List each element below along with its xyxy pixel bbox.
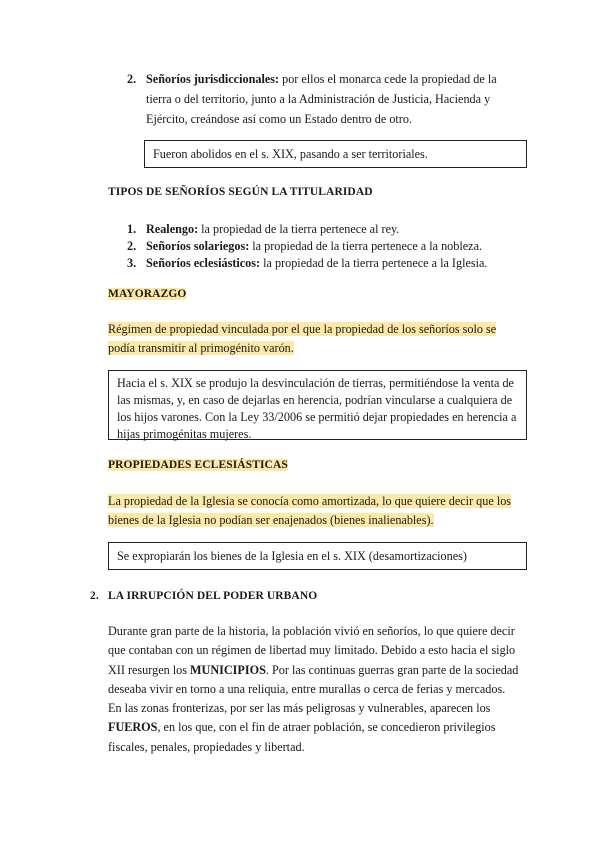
list-text-line: por ellos el monarca cede la propiedad de la: [279, 72, 497, 86]
note-box-abolidos: [144, 140, 527, 168]
mayorazgo-definition: [108, 320, 496, 358]
paragraph-line: Durante gran parte de la historia, la población vivió en señoríos, lo que quiere decir: [108, 624, 515, 638]
list-text: la propiedad de la tierra pertenece a la Iglesia.: [260, 256, 488, 270]
highlighted-heading: PROPIEDADES ECLESIÁSTICAS: [108, 459, 288, 471]
list-number: 2.: [127, 72, 137, 86]
note-line: las mismas, y, en caso de dejarlas en herencia, podrían vincularse a cualquiera de: [117, 393, 513, 407]
list-number: 1.: [127, 222, 137, 236]
list-term: Señoríos jurisdiccionales:: [146, 72, 280, 86]
paragraph-line: fiscales, penales, propiedades y libertad.: [108, 739, 305, 754]
paragraph-line: que contaban con un régimen de libertad muy limitado. Debido a esto hacia el siglo: [108, 643, 516, 658]
note-line: Hacia el s. XIX se produjo la desvinculación de tierras, permitiéndose la venta de: [117, 376, 514, 390]
paragraph-line: deseaba vivir en torno a una reliquia, entre murallas o cerca de ferias y mercados.: [108, 681, 506, 696]
paragraph-text: . Por las continuas guerras gran parte de la sociedad: [265, 662, 519, 677]
note-text: Se expropiarán los bienes de la Iglesia en el s. XIX (desamortizaciones): [117, 549, 467, 563]
paragraph-text: XII resurgen los: [108, 662, 191, 677]
note-line: hijas primogénitas mujeres.: [117, 427, 252, 441]
section-number: 2.: [90, 590, 99, 602]
list-text: la propiedad de la tierra pertenece a la nobleza.: [249, 239, 483, 253]
list-text-line: Ejército, creándose así como un Estado dentro de otro.: [146, 112, 413, 126]
paragraph-line: [108, 718, 518, 737]
highlighted-line: La propiedad de la Iglesia se conocía como amortizada, lo que quiere decir que los: [108, 494, 512, 508]
note-box-expropiaran: [108, 542, 527, 570]
list-number: 3.: [127, 256, 137, 270]
paragraph-text: , en los que, con el fin de atraer población, se concedieron privilegios: [157, 720, 496, 735]
section-heading-tipos: TIPOS DE SEÑORÍOS SEGÚN LA TITULARIDAD: [108, 186, 373, 198]
note-line: los hijos varones. Con la Ley 33/2006 se permitió dejar propiedades en herencia a: [117, 410, 517, 424]
section-heading-mayorazgo: [108, 288, 186, 300]
term-municipios: MUNICIPIOS: [190, 662, 266, 677]
list-term: Señoríos eclesiásticos:: [146, 256, 261, 270]
list-number: 2.: [127, 239, 137, 253]
paragraph-line: En las zonas fronterizas, por ser las más peligrosas y vulnerables, aparecen los: [108, 701, 491, 716]
list-text-line: tierra o del territorio, junto a la Administración de Justicia, Hacienda y: [146, 92, 491, 106]
note-text: Fueron abolidos en el s. XIX, pasando a ser territoriales.: [153, 147, 428, 161]
highlighted-heading: MAYORAZGO: [108, 288, 187, 300]
note-box-desvinculacion: [108, 370, 527, 440]
section-heading-poder-urbano: [90, 590, 318, 602]
section-title: LA IRRUPCIÓN DEL PODER URBANO: [108, 590, 318, 602]
list-term: Señoríos solariegos:: [146, 239, 250, 253]
list-term: Realengo:: [146, 222, 199, 236]
highlighted-line: bienes de la Iglesia no podían ser enajenados (bienes inalienables).: [108, 513, 434, 527]
list-text: la propiedad de la tierra pertenece al rey.: [198, 222, 400, 236]
term-fueros: FUEROS: [108, 720, 158, 735]
highlighted-line: podía transmitir al primogénito varón.: [108, 341, 294, 355]
paragraph-line: [108, 661, 518, 680]
highlighted-line: Régimen de propiedad vinculada por el que la propiedad de los señoríos solo se: [108, 322, 497, 336]
section-heading-propiedades: [108, 459, 288, 471]
propiedades-definition: [108, 492, 511, 530]
poder-urbano-paragraph: [108, 622, 518, 757]
